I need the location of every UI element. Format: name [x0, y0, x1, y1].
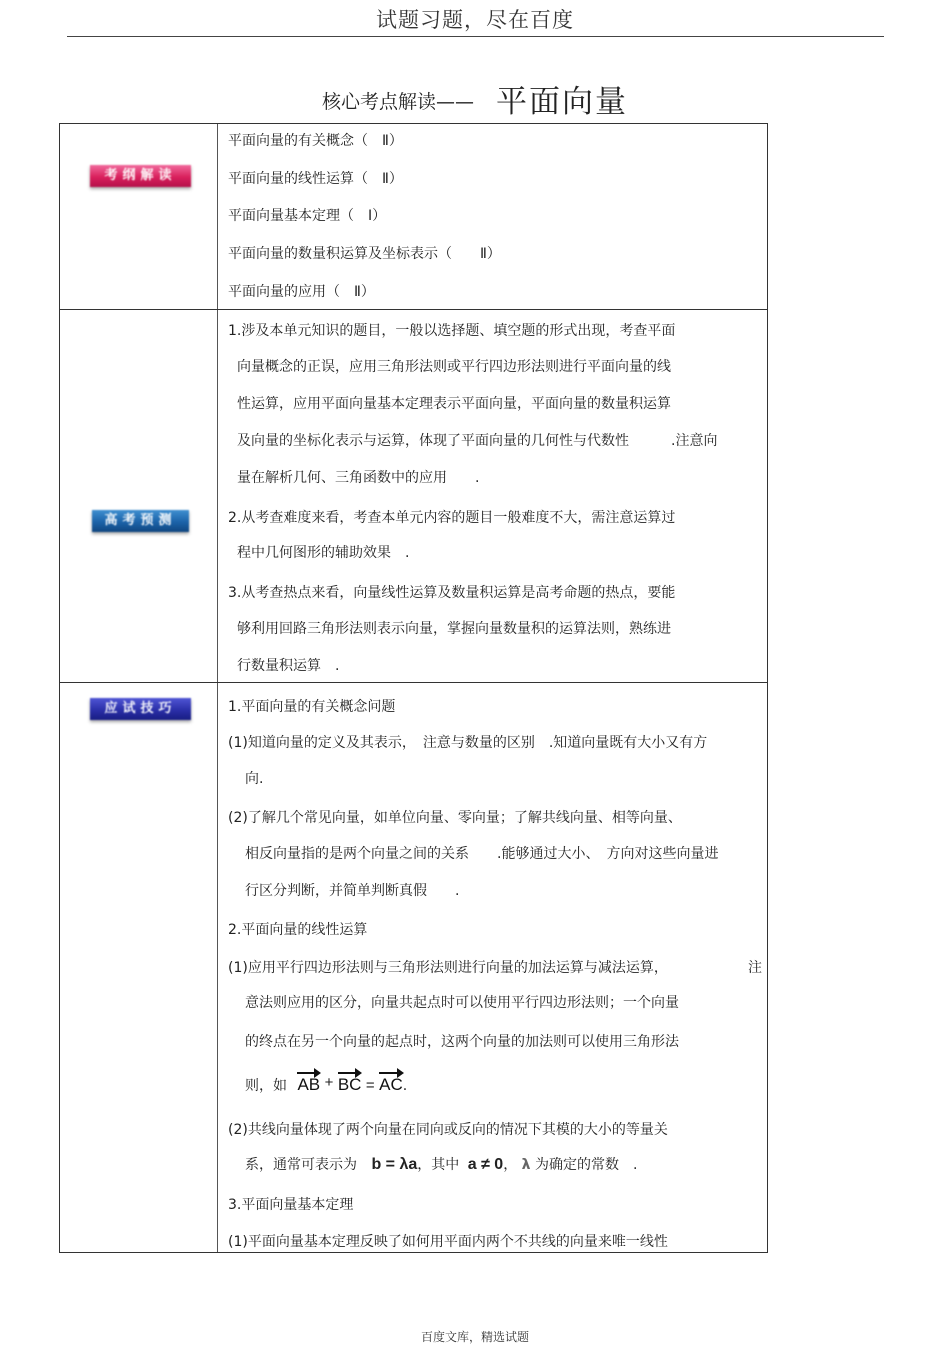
forecast-line: 行数量积运算 .	[237, 658, 340, 674]
tips-line: 3.平面向量基本定理	[228, 1197, 354, 1213]
plus-sign: +	[324, 1074, 334, 1091]
formula-comma: ，	[503, 1157, 518, 1173]
forecast-line: 性运算，应用平面向量基本定理表示平面向量，平面向量的数量积运算	[237, 396, 671, 412]
collinear-formula-line	[245, 1154, 637, 1174]
tips-line: (1)平面向量基本定理反映了如何用平面内两个不共线的向量来唯一线性	[228, 1234, 668, 1250]
badge-exam-forecast: 高考预测	[92, 510, 189, 532]
column-divider	[217, 124, 218, 1252]
document-title-main: 平面向量	[496, 84, 628, 120]
lambda-symbol: λ	[521, 1157, 531, 1173]
formula-tail: 为确定的常数 .	[534, 1157, 638, 1173]
tips-line: (2)共线向量体现了两个向量在同向或反向的情况下其模的大小的等量关	[228, 1122, 668, 1138]
vector-bc: BC	[337, 1075, 362, 1094]
row-divider-1	[60, 309, 767, 310]
formula-mid: ，其中	[417, 1157, 460, 1173]
document-title-prefix: 核心考点解读——	[321, 91, 474, 113]
tips-line: 相反向量指的是两个向量之间的关系 .能够通过大小、 方向对这些向量进	[245, 846, 719, 862]
tips-line: 向.	[245, 771, 264, 787]
syllabus-item: 平面向量的应用（ Ⅱ）	[228, 284, 375, 300]
collinear-formula: b = λa	[371, 1156, 418, 1173]
tips-line: (2)了解几个常见向量，如单位向量、零向量；了解共线向量、相等向量、	[228, 810, 682, 826]
equals-sign: =	[365, 1077, 375, 1094]
vector-ac: AC	[379, 1075, 403, 1094]
formula-prefix: 系，通常可表示为	[245, 1157, 357, 1173]
forecast-line: 程中几何图形的辅助效果 .	[237, 545, 410, 561]
forecast-line: 向量概念的正误，应用三角形法则或平行四边形法则进行平面向量的线	[237, 359, 671, 375]
content-table	[59, 123, 768, 1253]
forecast-line: 1.涉及本单元知识的题目，一般以选择题、填空题的形式出现，考查平面	[228, 323, 676, 339]
vector-sum-line	[245, 1074, 407, 1095]
syllabus-item: 平面向量的数量积运算及坐标表示（ Ⅱ）	[228, 246, 501, 262]
tips-line: 行区分判断，并简单判断真假 .	[245, 883, 460, 899]
row-divider-2	[60, 682, 767, 683]
forecast-line: 及向量的坐标化表示与运算，体现了平面向量的几何性与代数性 .注意向	[237, 433, 718, 449]
tips-line: 的终点在另一个向量的起点时，这两个向量的加法则可以使用三角形法	[245, 1034, 679, 1050]
syllabus-item: 平面向量基本定理（ Ⅰ）	[228, 208, 387, 224]
sentence-end: .	[402, 1078, 408, 1094]
tips-line: (1)知道向量的定义及其表示， 注意与数量的区别 .知道向量既有大小又有方	[228, 735, 708, 751]
tips-line: 2.平面向量的线性运算	[228, 922, 368, 938]
forecast-line: 够利用回路三角形法则表示向量，掌握向量数量积的运算法则，熟练进	[237, 621, 671, 637]
page-footer: 百度文库，精选试题	[420, 1330, 529, 1344]
syllabus-item: 平面向量的线性运算（ Ⅱ）	[228, 171, 403, 187]
badge-exam-tips: 应试技巧	[90, 698, 191, 720]
tips-line: 意法则应用的区分，向量共起点时可以使用平行四边形法则；一个向量	[245, 995, 679, 1011]
tips-line: (1)应用平行四边形法则与三角形法则进行向量的加法运算与减法运算，	[228, 960, 668, 976]
tips-line: 1.平面向量的有关概念问题	[228, 699, 396, 715]
page-header-title: 试题习题，尽在百度	[376, 8, 574, 32]
forecast-line: 3.从考查热点来看，向量线性运算及数量积运算是高考命题的热点，要能	[228, 585, 676, 601]
vector-ab: AB	[297, 1075, 321, 1094]
badge-exam-syllabus: 考纲解读	[90, 165, 191, 187]
document-title	[0, 76, 950, 121]
syllabus-item: 平面向量的有关概念（ Ⅱ）	[228, 133, 403, 149]
nonzero-condition: a ≠ 0	[467, 1156, 504, 1173]
header-divider	[67, 36, 884, 37]
forecast-line: 2.从考查难度来看，考查本单元内容的题目一般难度不大，需注意运算过	[228, 510, 676, 526]
forecast-line: 量在解析几何、三角函数中的应用 .	[237, 470, 480, 486]
tips-line-tail: 注	[748, 960, 762, 976]
vector-sum-prefix: 则，如	[245, 1078, 287, 1094]
